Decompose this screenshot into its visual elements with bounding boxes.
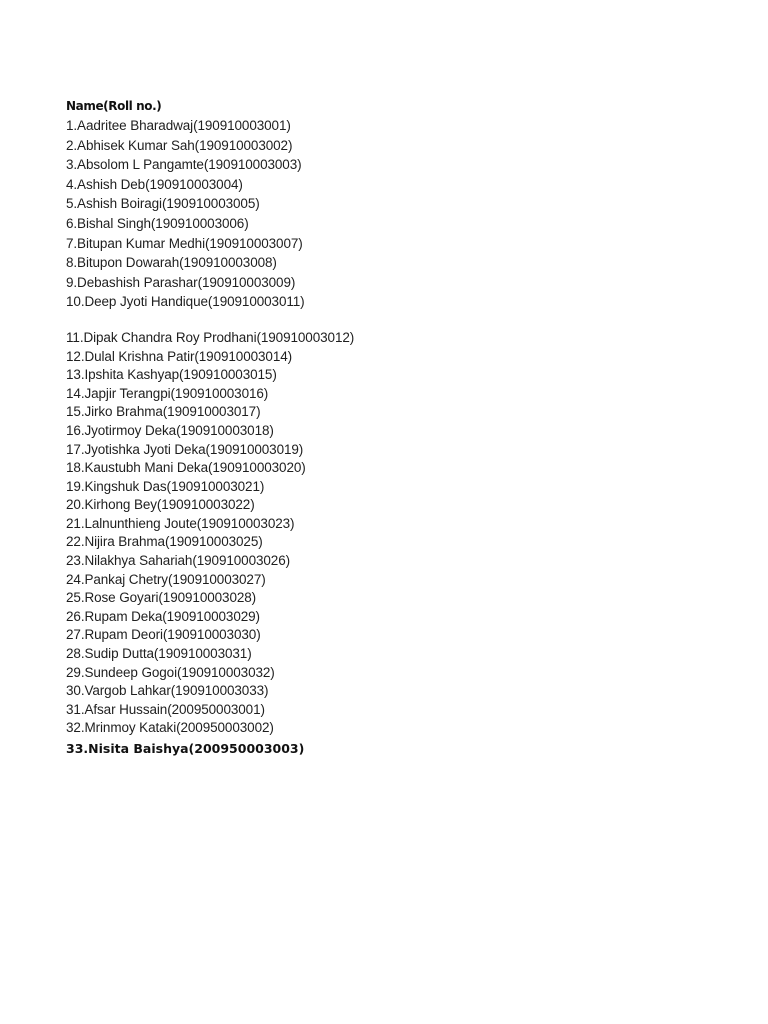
roster-entry: 3.Absolom L Pangamte(190910003003)	[66, 157, 302, 173]
roster-entry: 15.Jirko Brahma(190910003017)	[66, 404, 261, 420]
roster-entry: 6.Bishal Singh(190910003006)	[66, 215, 249, 231]
roster-entry: 1.Aadritee Bharadwaj(190910003001)	[66, 118, 291, 133]
roster-entry: 8.Bitupon Dowarah(190910003008)	[66, 255, 277, 271]
roster-entry: 14.Japjir Terangpi(190910003016)	[66, 385, 269, 401]
roster-entry: 11.Dipak Chandra Roy Prodhani(190910003012)	[66, 329, 355, 345]
roster-heading: Name(Roll no.)	[66, 99, 162, 113]
roster-entry: 16.Jyotirmoy Deka(190910003018)	[66, 422, 274, 438]
roster-entry: 10.Deep Jyoti Handique(190910003011)	[66, 294, 305, 310]
roster-entry: 19.Kingshuk Das(190910003021)	[66, 478, 265, 494]
roster-list-part-1	[66, 116, 706, 312]
roster-entry: 22.Nijira Brahma(190910003025)	[66, 534, 263, 550]
roster-entry: 2.Abhisek Kumar Sah(190910003002)	[66, 137, 293, 153]
student-roster	[66, 96, 706, 759]
roster-entry: 12.Dulal Krishna Patir(190910003014)	[66, 348, 293, 364]
roster-entry: 18.Kaustubh Mani Deka(190910003020)	[66, 460, 306, 476]
roster-entry: 23.Nilakhya Sahariah(190910003026)	[66, 553, 291, 569]
roster-entry: 32.Mrinmoy Kataki(200950003002)	[66, 720, 274, 736]
roster-entry: 9.Debashish Parashar(190910003009)	[66, 274, 296, 290]
roster-entry: 5.Ashish Boiragi(190910003005)	[66, 196, 260, 212]
roster-entry: 25.Rose Goyari(190910003028)	[66, 590, 257, 606]
roster-entry: 29.Sundeep Gogoi(190910003032)	[66, 664, 275, 680]
roster-entry: 27.Rupam Deori(190910003030)	[66, 627, 261, 643]
roster-list-part-2	[66, 329, 706, 759]
roster-entry: 30.Vargob Lahkar(190910003033)	[66, 683, 269, 699]
roster-entry: 13.Ipshita Kashyap(190910003015)	[66, 367, 277, 383]
roster-entry: 31.Afsar Hussain(200950003001)	[66, 701, 265, 717]
roster-entry-last: 33.Nisita Baishya(200950003003)	[66, 741, 305, 756]
roster-entry: 26.Rupam Deka(190910003029)	[66, 608, 260, 624]
roster-entry: 28.Sudip Dutta(190910003031)	[66, 646, 252, 662]
roster-entry: 24.Pankaj Chetry(190910003027)	[66, 571, 266, 587]
roster-entry: 7.Bitupan Kumar Medhi(190910003007)	[66, 235, 303, 251]
roster-entry: 17.Jyotishka Jyoti Deka(190910003019)	[66, 441, 304, 457]
roster-entry: 4.Ashish Deb(190910003004)	[66, 176, 243, 192]
roster-entry: 21.Lalnunthieng Joute(190910003023)	[66, 515, 295, 531]
roster-entry: 20.Kirhong Bey(190910003022)	[66, 497, 255, 513]
